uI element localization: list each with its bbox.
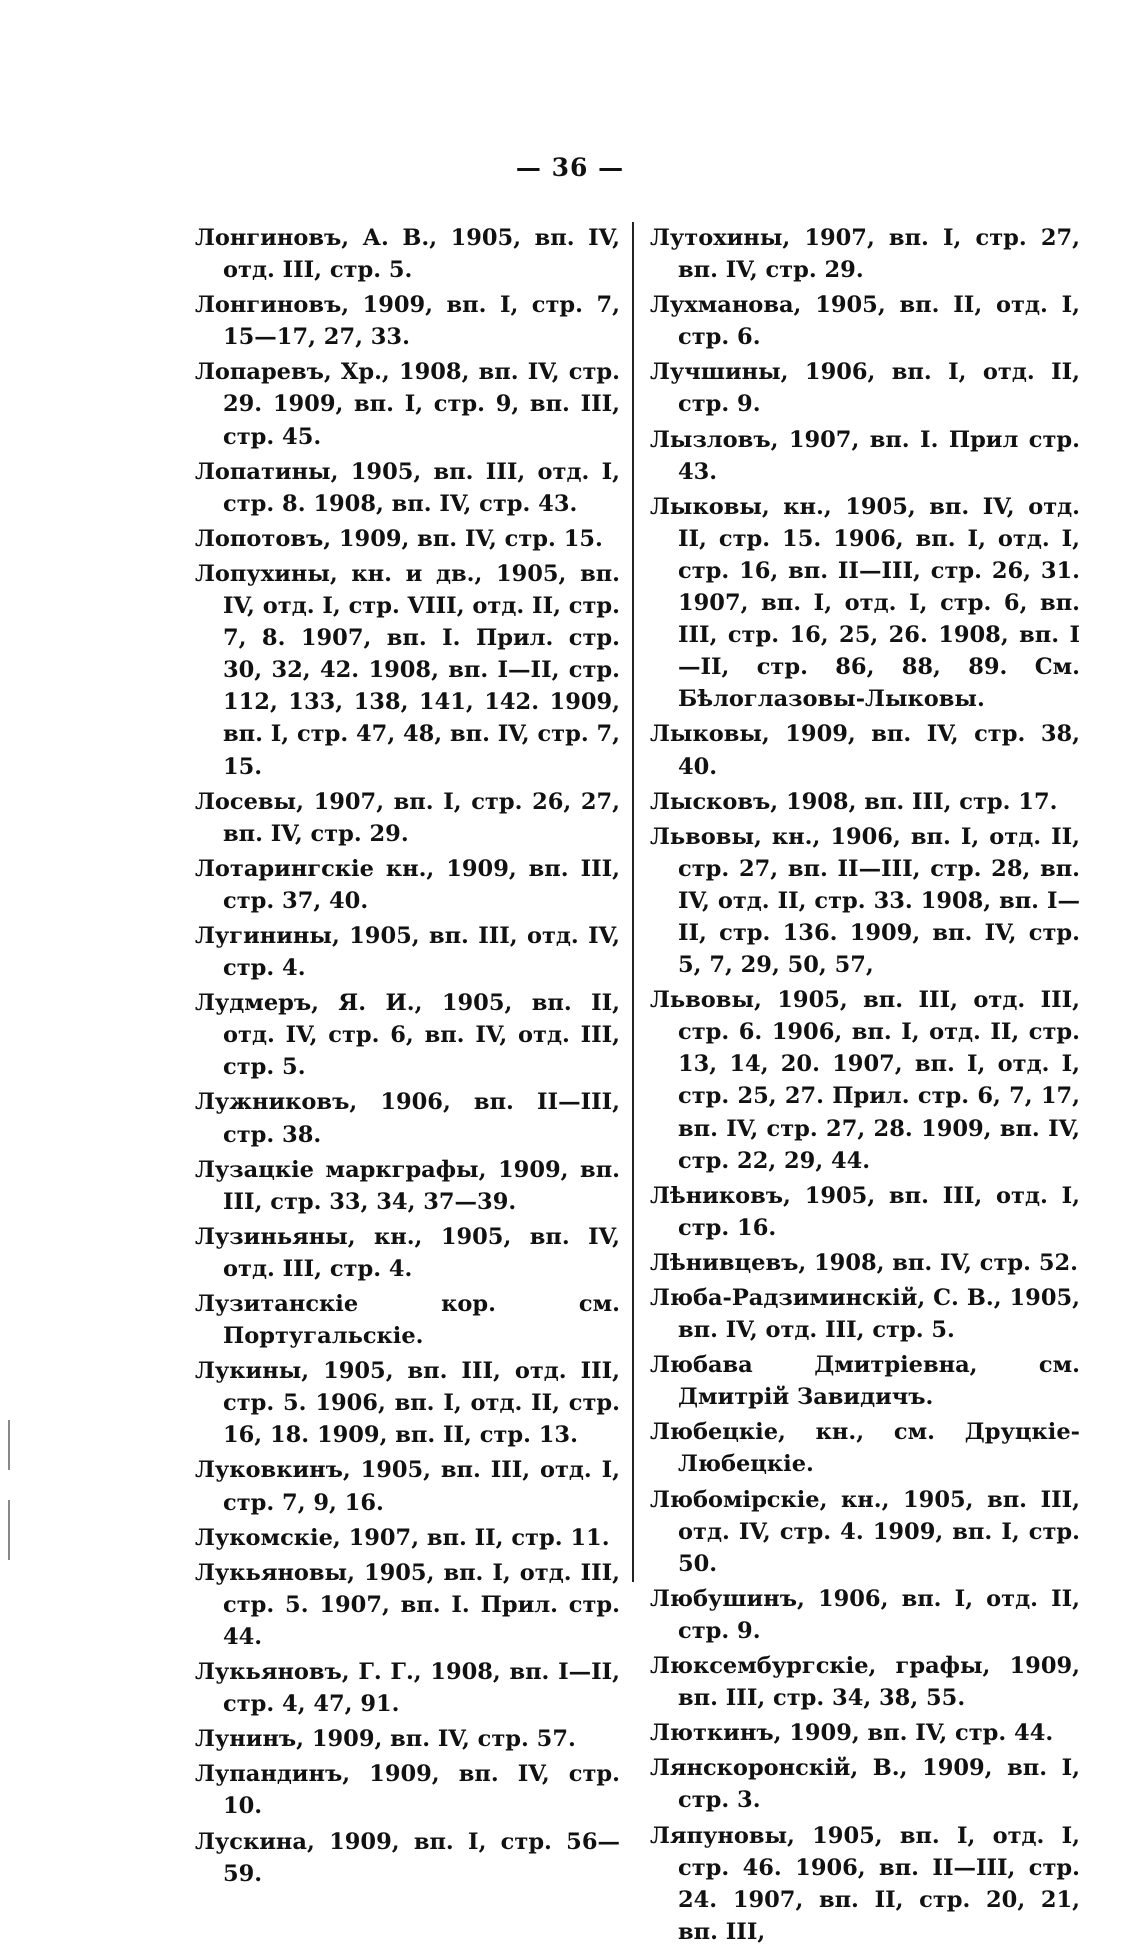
index-entry: Лыковы, кн., 1905, вп. IV, отд. II, стр. 15. 1906, вп. I, отд. I, стр. 16, вп. II—III, стр. 26, 31. 1907, вп. I, отд. I, стр. 6, вп. III, стр. 16, 25, 26. 1908, вп. I—II, стр. 86, 88, 89. См. Бѣлоглазовы-Лыковы. <box>650 493 1080 713</box>
index-entry: Лукомскіе, 1907, вп. II, стр. 11. <box>195 1524 610 1551</box>
index-entry: Лухманова, 1905, вп. II, отд. I, стр. 6. <box>650 292 1080 351</box>
index-entry: Лунинъ, 1909, вп. IV, стр. 57. <box>195 1726 576 1753</box>
index-entry: Луковкинъ, 1905, вп. III, отд. I, стр. 7, 9, 16. <box>195 1457 620 1516</box>
index-entry: Лянскоронскій, В., 1909, вп. I, стр. 3. <box>650 1755 1080 1814</box>
index-entry: Люба-Радзиминскій, С. В., 1905, вп. IV, отд. III, стр. 5. <box>650 1285 1080 1344</box>
index-entry: Лузацкіе маркграфы, 1909, вп. III, стр. 33, 34, 37—39. <box>195 1156 620 1215</box>
index-entry: Любецкіе, кн., см. Друцкіе-Любецкіе. <box>650 1419 1080 1478</box>
index-entry: Лукины, 1905, вп. III, отд. III, стр. 5. 1906, вп. I, отд. II, стр. 16, 18. 1909, вп. II, стр. 13. <box>195 1358 620 1449</box>
index-entry: Львовы, 1905, вп. III, отд. III, стр. 6. 1906, вп. I, отд. II, стр. 13, 14, 20. 1907, вп. I, отд. I, стр. 25, 27. Прил. стр. 6, 7, 17, вп. IV, стр. 27, 28. 1909, вп. IV, стр. 22, 29, 44. <box>650 987 1080 1174</box>
index-entry: Любава Дмитріевна, см. Дмитрій Завидичъ. <box>650 1352 1080 1411</box>
index-entry: Лопухины, кн. и дв., 1905, вп. IV, отд. I, стр. VIII, отд. II, стр. 7, 8. 1907, вп. I. Прил. стр. 30, 32, 42. 1908, вп. I—II, стр. 112, 133, 138, 141, 142. 1909, вп. I, стр. 47, 48, вп. IV, стр. 7, 15. <box>195 560 620 780</box>
index-entry: Лопотовъ, 1909, вп. IV, стр. 15. <box>195 525 603 552</box>
index-entry: Лузитанскіе кор. см. Португальскіе. <box>195 1291 620 1350</box>
index-entry: Лучшины, 1906, вп. I, отд. II, стр. 9. <box>650 359 1080 418</box>
index-entry: Лузиньяны, кн., 1905, вп. IV, отд. III, стр. 4. <box>195 1223 620 1282</box>
index-entry: Лызловъ, 1907, вп. I. Прил стр. 43. <box>650 426 1080 485</box>
column-divider <box>632 222 634 1582</box>
index-entry: Лонгиновъ, 1909, вп. I, стр. 7, 15—17, 27, 33. <box>195 292 620 351</box>
index-entry: Лосевы, 1907, вп. I, стр. 26, 27, вп. IV, стр. 29. <box>195 788 620 847</box>
index-entry: Лѣниковъ, 1905, вп. III, отд. I, стр. 16. <box>650 1182 1080 1241</box>
index-entry: Лугинины, 1905, вп. III, отд. IV, стр. 4. <box>195 922 620 982</box>
index-entry: Лукьяновъ, Г. Г., 1908, вп. I—II, стр. 4, 47, 91. <box>195 1659 620 1718</box>
index-entry: Лѣнивцевъ, 1908, вп. IV, стр. 52. <box>650 1249 1078 1276</box>
index-entry: Лонгиновъ, А. В., 1905, вп. IV, отд. III, стр. 5. <box>195 225 620 284</box>
index-entry: Ляпуновы, 1905, вп. I, отд. I, стр. 46. 1906, вп. II—III, стр. 24. 1907, вп. II, стр. 20, 21, вп. III, <box>650 1822 1080 1945</box>
index-entry: Львовы, кн., 1906, вп. I, отд. II, стр. 27, вп. II—III, стр. 28, вп. IV, отд. II, стр. 33. 1908, вп. I—II, стр. 136. 1909, вп. IV, стр. 5, 7, 29, 50, 57, <box>650 823 1080 979</box>
index-entry: Люткинъ, 1909, вп. IV, стр. 44. <box>650 1720 1054 1747</box>
right-column <box>650 222 1080 1951</box>
index-entry: Лутохины, 1907, вп. I, стр. 27, вп. IV, стр. 29. <box>650 225 1080 284</box>
index-entry: Лупандинъ, 1909, вп. IV, стр. 10. <box>195 1761 620 1820</box>
index-entry: Лужниковъ, 1906, вп. II—III, стр. 38. <box>195 1089 620 1148</box>
scan-edge-mark <box>8 1500 10 1560</box>
scan-edge-mark <box>8 1420 10 1470</box>
index-entry: Лыковы, 1909, вп. IV, стр. 38, 40. <box>650 721 1080 780</box>
index-entry: Лопаревъ, Хр., 1908, вп. IV, стр. 29. 1909, вп. I, стр. 9, вп. III, стр. 45. <box>195 359 620 450</box>
page-number: — 36 — <box>515 153 625 182</box>
index-entry: Лысковъ, 1908, вп. III, стр. 17. <box>650 788 1058 815</box>
index-entry: Любушинъ, 1906, вп. I, отд. II, стр. 9. <box>650 1585 1080 1644</box>
index-entry: Лопатины, 1905, вп. III, отд. I, стр. 8. 1908, вп. IV, стр. 43. <box>195 458 620 517</box>
index-entry: Лотарингскіе кн., 1909, вп. III, стр. 37, 40. <box>195 855 620 914</box>
index-entry: Любомірскіе, кн., 1905, вп. III, отд. IV, стр. 4. 1909, вп. I, стр. 50. <box>650 1486 1080 1577</box>
left-column <box>195 222 620 1893</box>
index-entry: Лудмеръ, Я. И., 1905, вп. II, отд. IV, стр. 6, вп. IV, отд. III, стр. 5. <box>195 990 620 1081</box>
index-entry: Люксембургскіе, графы, 1909, вп. III, стр. 34, 38, 55. <box>650 1653 1080 1712</box>
index-entry: Лускина, 1909, вп. I, стр. 56—59. <box>195 1828 620 1887</box>
index-entry: Лукьяновы, 1905, вп. I, отд. III, стр. 5. 1907, вп. I. Прил. стр. 44. <box>195 1559 620 1650</box>
